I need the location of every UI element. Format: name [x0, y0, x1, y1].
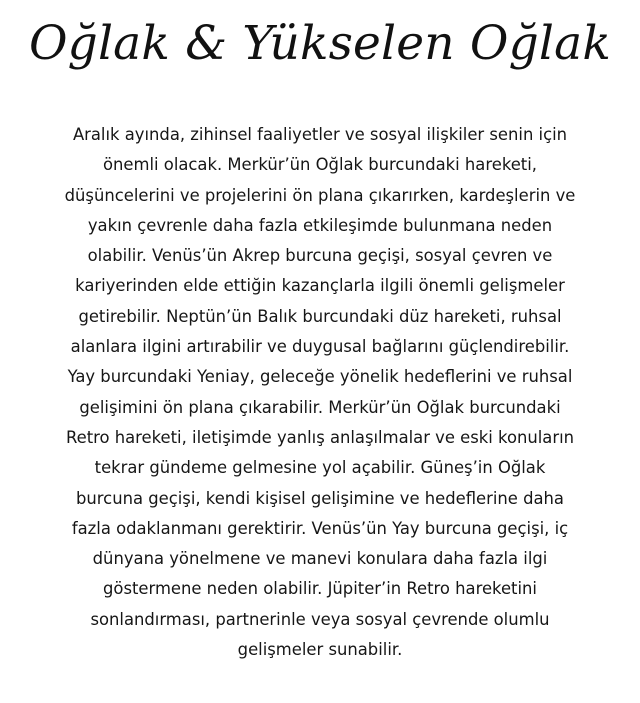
paragraph-line: gelişimini ön plana çıkarabilir. Merkür’ün Oğlak burcundaki: [79, 397, 561, 417]
paragraph-line: olabilir. Venüs’ün Akrep burcuna geçişi, sosyal çevren ve: [87, 246, 553, 266]
paragraph-line: kariyerinden elde ettiğin kazançlarla ilgili önemli gelişmeler: [75, 276, 565, 296]
page-title: Oğlak & Yükselen Oğlak: [28, 16, 612, 71]
paragraph-line: burcuna geçişi, kendi kişisel gelişimine ve hedeflerine daha: [76, 488, 564, 508]
paragraph-line: Retro hareketi, iletişimde yanlış anlaşılmalar ve eski konuların: [65, 427, 575, 447]
paragraph-line: fazla odaklanmanı gerektirir. Venüs’ün Yay burcuna geçişi, iç: [71, 518, 569, 538]
paragraph-line: getirebilir. Neptün’ün Balık burcundaki düz hareketi, ruhsal: [78, 306, 562, 326]
paragraph-line: sonlandırması, partnerinle veya sosyal çevrende olumlu: [90, 609, 550, 629]
paragraph-line: tekrar gündeme gelmesine yol açabilir. Güneş’in Oğlak: [94, 458, 546, 478]
paragraph-line: gelişmeler sunabilir.: [237, 640, 403, 660]
paragraph-line: düşüncelerini ve projelerini ön plana çıkarırken, kardeşlerin ve: [64, 185, 576, 205]
paragraph-line: Yay burcundaki Yeniay, geleceğe yönelik hedeflerini ve ruhsal: [67, 367, 573, 387]
horoscope-paragraph: [14, 120, 626, 665]
paragraph-line: önemli olacak. Merkür’ün Oğlak burcundaki hareketi,: [103, 155, 537, 175]
paragraph-line: dünyana yönelmene ve manevi konulara daha fazla ilgi: [92, 549, 548, 569]
paragraph-line: alanlara ilgini artırabilir ve duygusal bağlarını güçlendirebilir.: [70, 337, 570, 357]
paragraph-line: göstermene neden olabilir. Jüpiter’in Retro hareketini: [103, 579, 537, 599]
paragraph-line: yakın çevrenle daha fazla etkileşimde bulunmana neden: [87, 215, 553, 235]
paragraph-line: Aralık ayında, zihinsel faaliyetler ve sosyal ilişkiler senin için: [72, 125, 568, 144]
